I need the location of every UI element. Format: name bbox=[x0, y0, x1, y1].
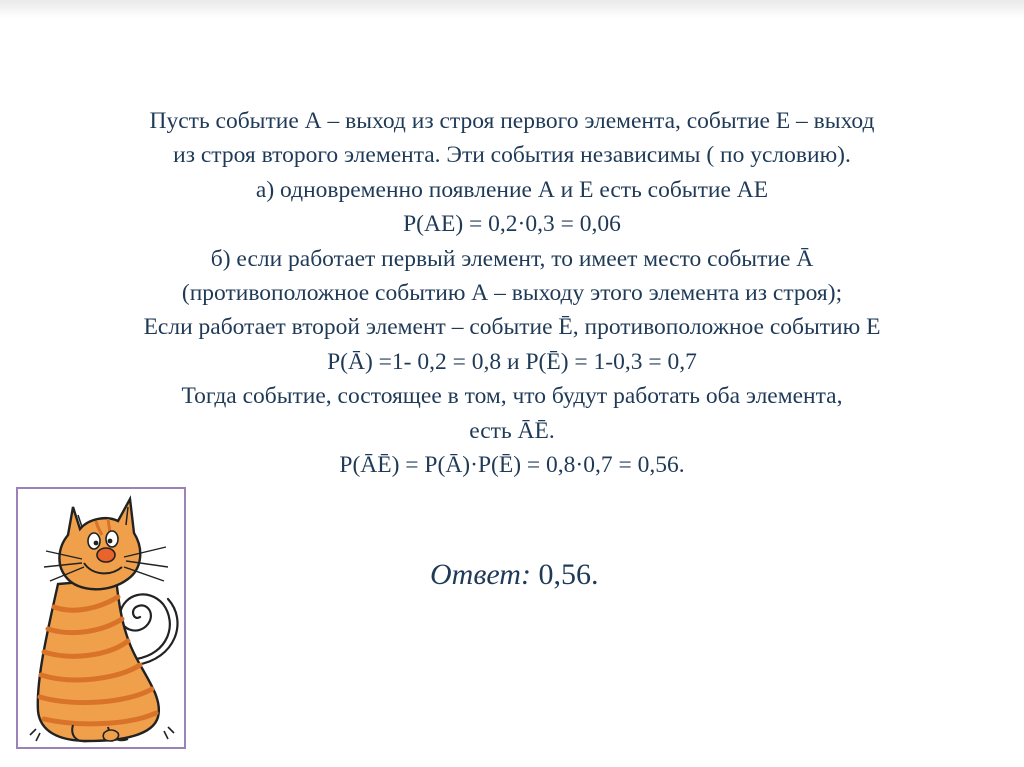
solution-line: (противоположное событию А – выходу этого элемента из строя); bbox=[181, 280, 843, 307]
solution-line: из строя второго элемента. Эти события независимы ( по условию). bbox=[173, 142, 851, 169]
solution-line: а) одновременно появление А и Е есть событие АЕ bbox=[255, 176, 769, 203]
solution-line: Р(АЕ) = 0,2·0,3 = 0,06 bbox=[403, 211, 621, 238]
solution-line: есть ĀĒ. bbox=[469, 417, 555, 444]
solution-line: Р(ĀĒ) = Р(Ā)·Р(Ē) = 0,8·0,7 = 0,56. bbox=[339, 452, 685, 479]
solution-text bbox=[40, 104, 984, 482]
solution-line: б) если работает первый элемент, то имеет место событие Ā bbox=[210, 245, 814, 272]
cat-illustration-frame bbox=[16, 487, 186, 749]
solution-line: Если работает второй элемент – событие Ē, противоположное событию Е bbox=[143, 314, 881, 341]
cartoon-cat-icon bbox=[18, 489, 184, 747]
answer-label: Ответ: bbox=[430, 558, 531, 591]
solution-line: Тогда событие, состоящее в том, что будут работать оба элемента, bbox=[181, 383, 843, 410]
solution-line: Пусть событие А – выход из строя первого элемента, событие Е – выход bbox=[149, 108, 875, 134]
answer bbox=[430, 558, 598, 592]
top-shadow bbox=[0, 0, 1024, 18]
solution-line: Р(Ā) =1- 0,2 = 0,8 и Р(Ē) = 1-0,3 = 0,7 bbox=[327, 348, 697, 375]
answer-value: 0,56. bbox=[530, 558, 599, 591]
